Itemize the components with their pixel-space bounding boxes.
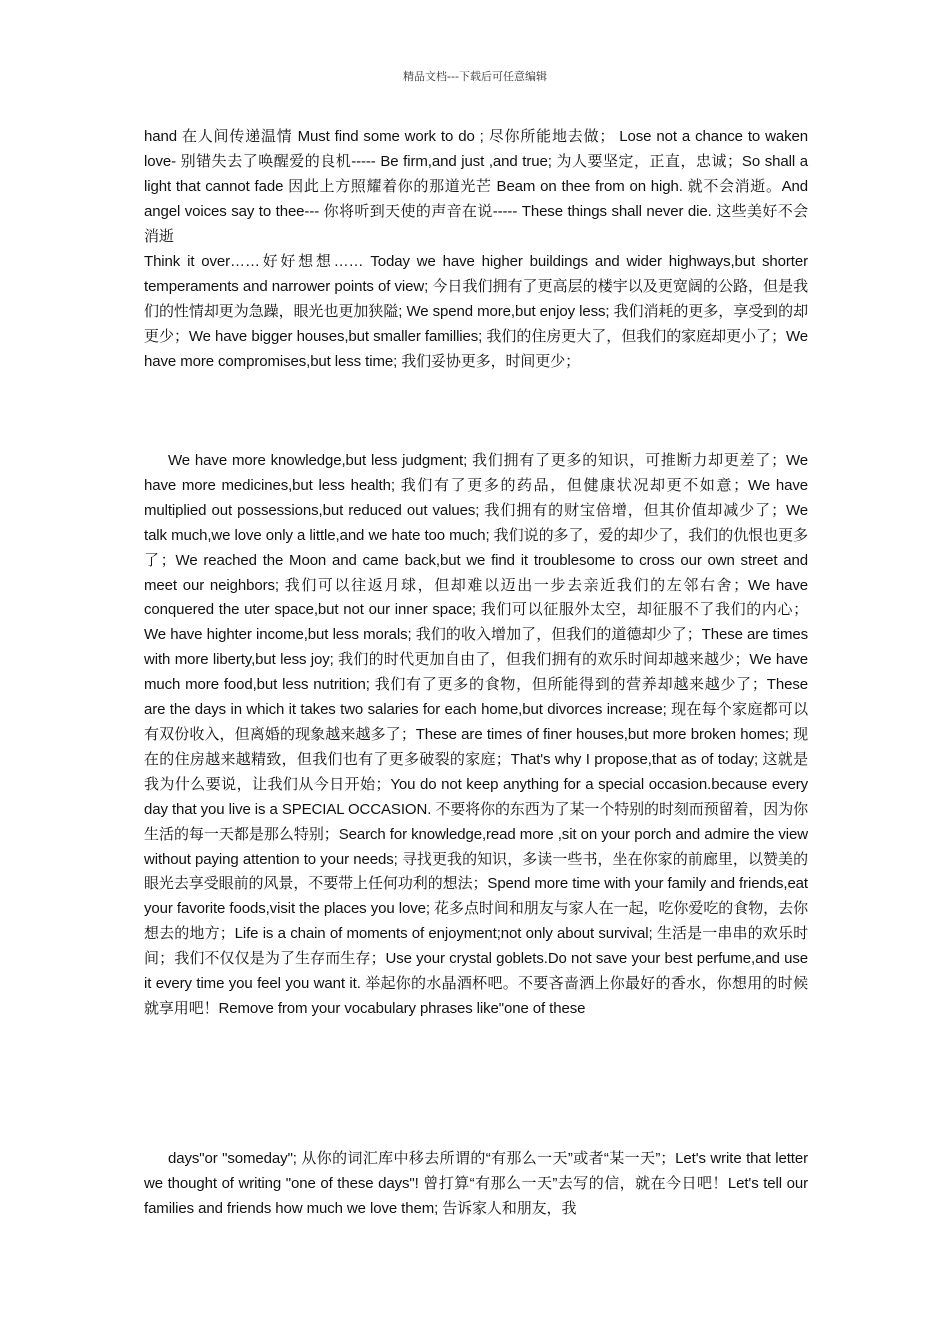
paragraph-2-text: Think it over……好好想想…… Today we have higher buildings and wider highways,but shorter temperaments and narrower points of view; 今日我们拥有了更高层的楼宇以及更宽阔的公路，但是我们的性情却更为急躁，眼光也更加狭隘; We spend more,but enjoy less; 我们消耗的更多，享受到的却更少；We have bigger houses,but smaller famillies; 我们的住房更大了，但我们的家庭却更小了；We have more compromises,but less time; 我们妥协更多，时间更少； [144, 253, 808, 370]
paragraph-3 [144, 449, 808, 1022]
paragraph-4-text: days"or "someday"; 从你的词汇库中移去所谓的“有那么一天”或者“某一天”；Let's write that letter we thought of writing "one of these days"! 曾打算“有那么一天”去写的信，就在今日吧！Let's tell our families and friends how much we love them; 告诉家人和朋友，我 [144, 1150, 808, 1217]
paragraph-3-text: We have more knowledge,but less judgment; 我们拥有了更多的知识，可推断力却更差了；We have more medicines,but less health; 我们有了更多的药品，但健康状况却更不如意；We have multiplied out possessions,but reduced out values; 我们拥有的财宝倍增，但其价值却减少了；We talk much,we love only a little,and we hate too much; 我们说的多了，爱的却少了，我们的仇恨也更多了；We reached the Moon and came back,but we find it troublesome to cross our own street and meet our neighbors; 我们可以往返月球，但却难以迈出一步去亲近我们的左邻右舍；We have conquered the uter space,but not our inner space; 我们可以征服外太空，却征服不了我们的内心；We have highter income,but less morals; 我们的收入增加了，但我们的道德却少了；These are times with more liberty,but less joy; 我们的时代更加自由了，但我们拥有的欢乐时间却越来越少；We have much more food,but less nutrition; 我们有了更多的食物，但所能得到的营养却越来越少了；These are the days in which it takes two salaries for each home,but divorces increase; 现在每个家庭都可以有双份收入，但离婚的现象越来越多了；These are times of finer houses,but more broken homes; 现在的住房越来越精致，但我们也有了更多破裂的家庭；That's why I propose,that as of today; 这就是我为什么要说，让我们从今日开始；You do not keep anything for a special occasion.because every day that you live is a SPECIAL OCCASION. 不要将你的东西为了某一个特别的时刻而预留着，因为你生活的每一天都是那么特别；Search for knowledge,read more ,sit on your porch and admire the view without paying attention to your needs; 寻找更我的知识，多读一些书，坐在你家的前廊里，以赞美的眼光去享受眼前的风景，不要带上任何功利的想法；Spend more time with your family and friends,eat your favorite foods,visit the places you love; 花多点时间和朋友与家人在一起，吃你爱吃的食物，去你想去的地方；Life is a chain of moments of enjoyment;not only about survival; 生活是一串串的欢乐时间；我们不仅仅是为了生存而生存；Use your crystal goblets.Do not save your best perfume,and use it every time you feel you want it. 举起你的水晶酒杯吧。不要吝啬洒上你最好的香水，你想用的时候就享用吧！Remove from your vocabulary phrases like"one of these [144, 452, 808, 1017]
paragraph-1 [144, 125, 808, 250]
paragraph-4 [144, 1147, 808, 1222]
paragraph-2 [144, 250, 808, 375]
page-header: 精品文档---下载后可任意编辑 [403, 70, 547, 83]
paragraph-1-text: hand 在人间传递温情 Must find some work to do ; 尽你所能地去做； Lose not a chance to waken love- 别错失去了唤醒爱的良机----- Be firm,and just ,and true; 为人要坚定，正直，忠诚；So shall a light that cannot fade 因此上方照耀着你的那道光芒 Beam on thee from on high. 就不会消逝。And angel voices say to thee--- 你将听到天使的声音在说----- These things shall never die. 这些美好不会消逝 [144, 128, 808, 245]
